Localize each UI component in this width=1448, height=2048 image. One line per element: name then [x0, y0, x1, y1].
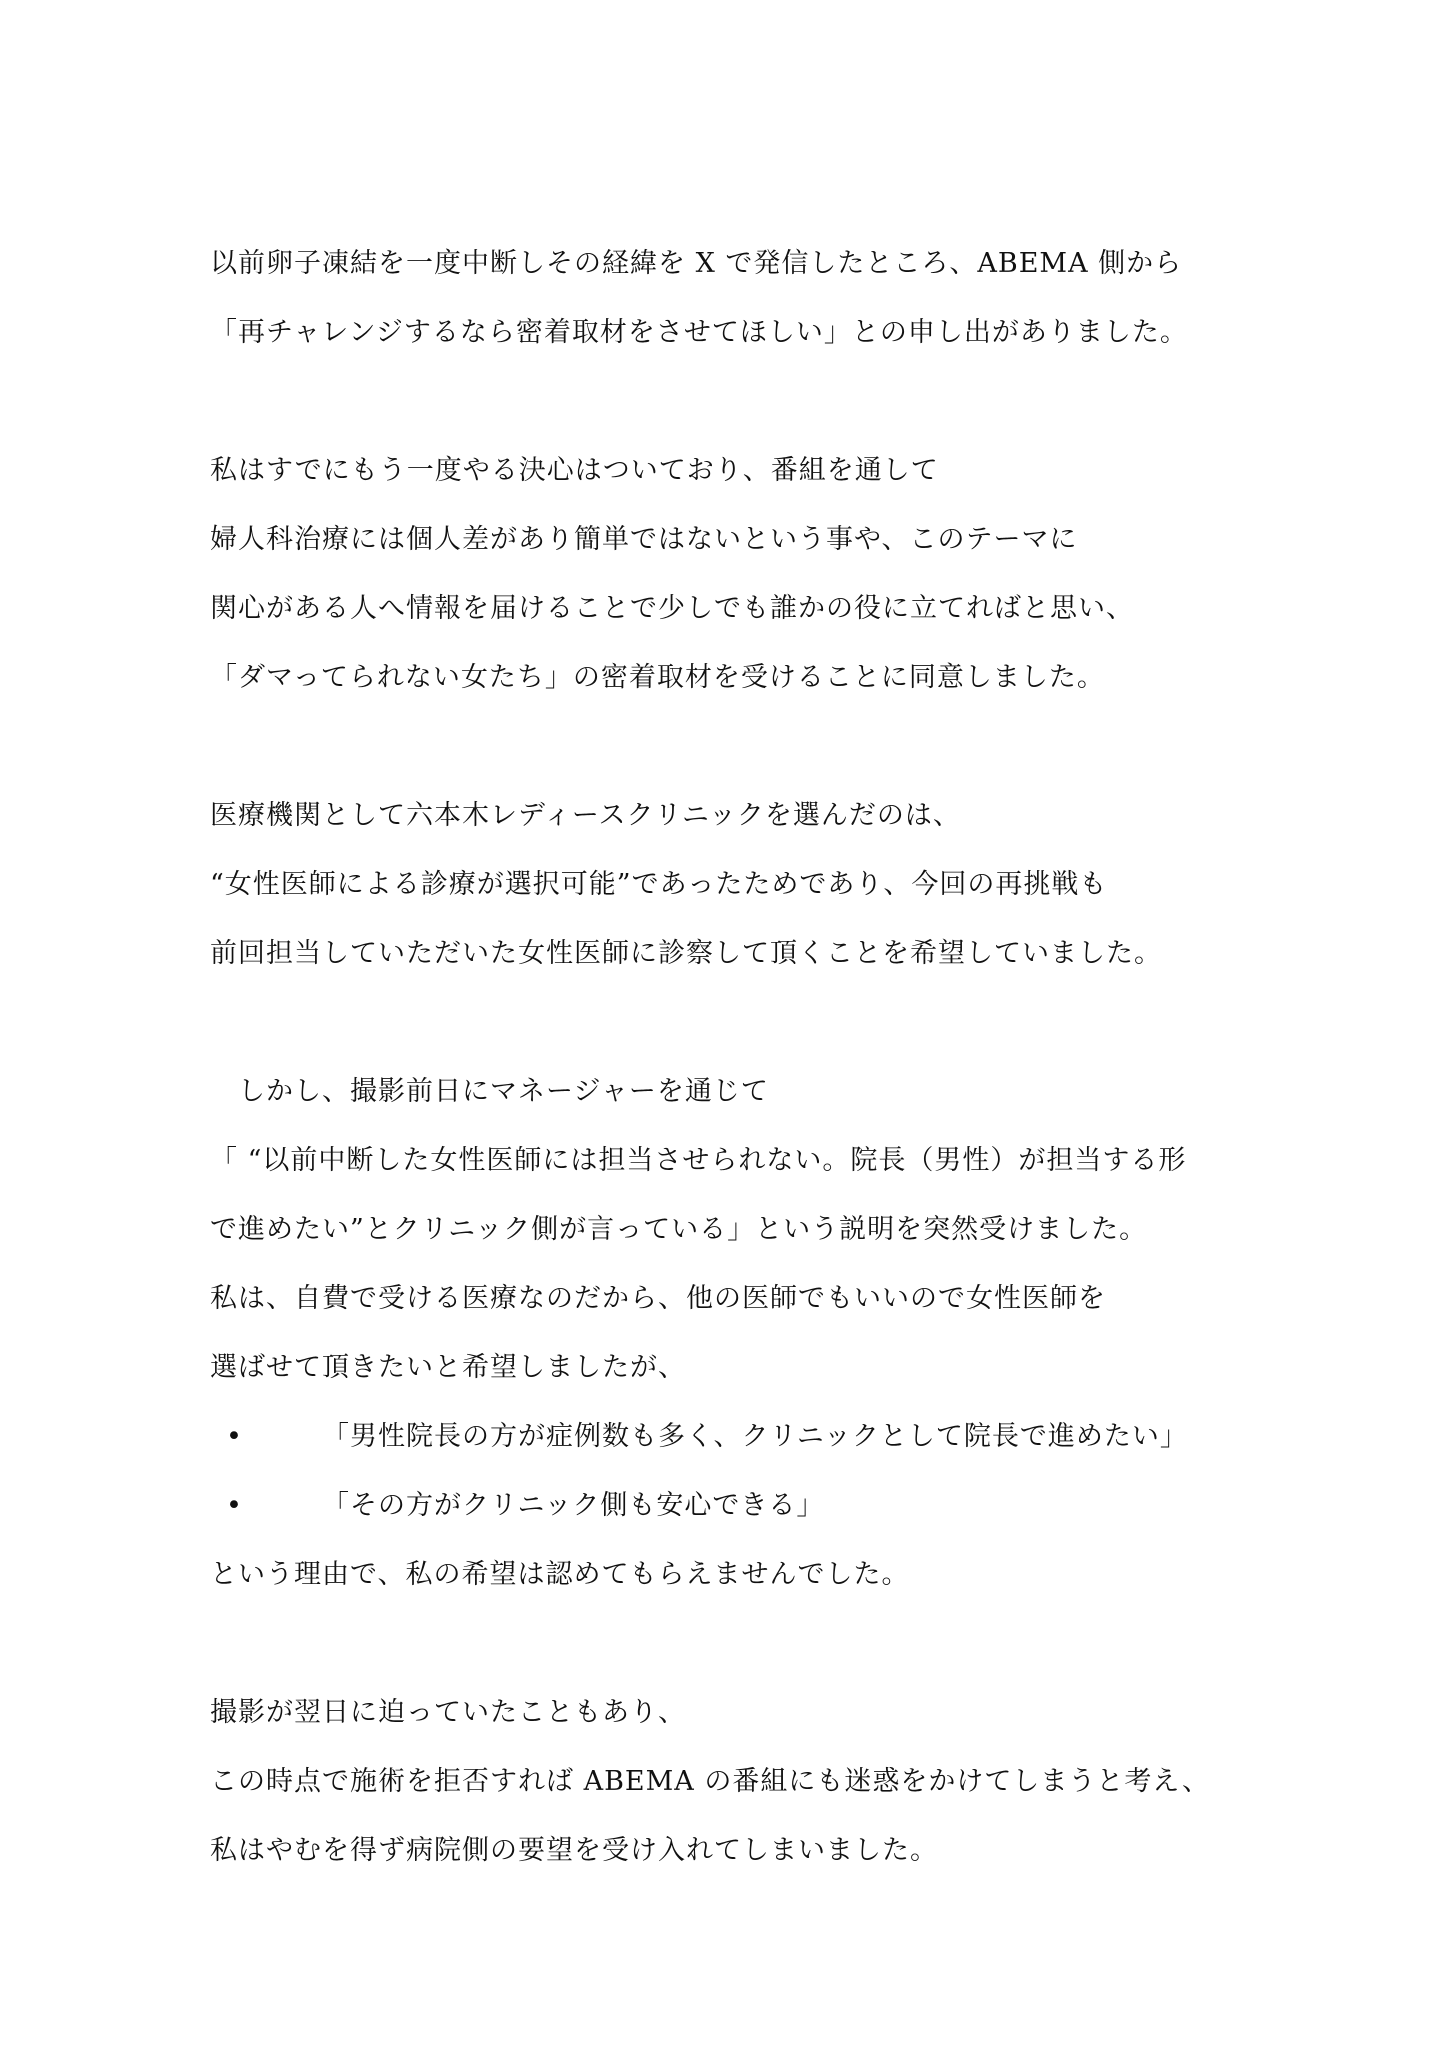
document-body [210, 250, 1310, 1906]
text-line: という理由で、私の希望は認めてもらえませんでした。 [210, 1559, 910, 1590]
text-line: 私はやむを得ず病院側の要望を受け入れてしまいました。 [210, 1835, 938, 1866]
bullet-text: 「その方がクリニック側も安心できる」 [322, 1490, 825, 1521]
paragraph-gap [210, 733, 1310, 802]
bullet-text: 「男性院長の方が症例数も多く、クリニックとして院長で進めたい」 [322, 1421, 1188, 1452]
paragraph-gap [210, 1630, 1310, 1699]
bullet-item [210, 1423, 1310, 1492]
text-line: 婦人科治療には個人差があり簡単ではないという事や、このテーマに [210, 524, 1078, 555]
paragraph-gap [210, 1009, 1310, 1078]
text-line: 前回担当していただいた女性医師に診察して頂くことを希望していました。 [210, 938, 1162, 969]
text-line: 「 “以前中断した女性医師には担当させられない。院長（男性）が担当する形 [210, 1145, 1187, 1176]
text-line: で進めたい”とクリニック側が言っている」という説明を突然受けました。 [210, 1214, 1148, 1245]
text-line: 私は、自費で受ける医療なのだから、他の医師でもいいので女性医師を [210, 1283, 1106, 1314]
paragraph-gap [210, 388, 1310, 457]
text-line: この時点で施術を拒否すれば ABEMA の番組にも迷惑をかけてしまうと考え、 [210, 1766, 1210, 1797]
text-line: “女性医師による診療が選択可能”であったためであり、今回の再挑戦も [210, 869, 1108, 900]
text-line: 医療機関として六本木レディースクリニックを選んだのは、 [210, 800, 961, 831]
text-line: 選ばせて頂きたいと希望しましたが、 [210, 1352, 686, 1383]
text-line: 「再チャレンジするなら密着取材をさせてほしい」との申し出がありました。 [210, 317, 1188, 348]
text-line: 撮影が翌日に迫っていたこともあり、 [210, 1697, 686, 1728]
text-line: 「ダマってられない女たち」の密着取材を受けることに同意しました。 [210, 662, 1105, 693]
bullet-icon: • [226, 1490, 243, 1521]
text-line: 以前卵子凍結を一度中断しその経緯を X で発信したところ、ABEMA 側から [210, 248, 1183, 279]
bullet-icon: • [226, 1421, 243, 1452]
paragraph-2 [210, 457, 1310, 733]
text-line: 関心がある人へ情報を届けることで少しでも誰かの役に立てればと思い、 [210, 593, 1134, 624]
text-line: しかし、撮影前日にマネージャーを通じて [210, 1076, 769, 1107]
text-line: 私はすでにもう一度やる決心はついており、番組を通して [210, 455, 939, 486]
paragraph-5 [210, 1699, 1310, 1906]
paragraph-3 [210, 802, 1310, 1009]
bullet-item [210, 1492, 1310, 1561]
paragraph-4 [210, 1078, 1310, 1630]
paragraph-1 [210, 250, 1310, 388]
